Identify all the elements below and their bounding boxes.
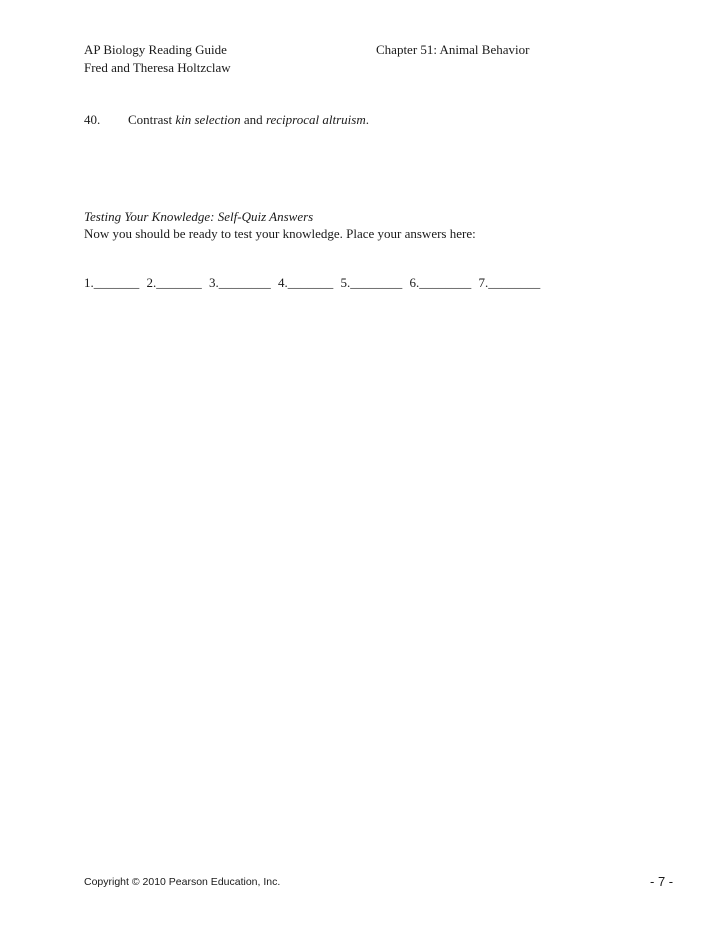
- question-suffix: .: [365, 112, 369, 127]
- answer-blank-2[interactable]: 2._______: [146, 275, 202, 290]
- copyright-notice: Copyright © 2010 Pearson Education, Inc.: [84, 876, 281, 888]
- answer-blank-4[interactable]: 4._______: [278, 275, 334, 290]
- answer-blank-7[interactable]: 7.________: [478, 275, 541, 290]
- question-text: [128, 112, 369, 128]
- authors: Fred and Theresa Holtzclaw: [84, 60, 231, 75]
- answer-blank-6[interactable]: 6.________: [409, 275, 472, 290]
- chapter-title: Chapter 51: Animal Behavior: [376, 42, 530, 57]
- question-prefix: Contrast: [128, 112, 176, 127]
- question-number: 40.: [84, 112, 101, 127]
- question-middle: and: [240, 112, 266, 127]
- answer-blank-5[interactable]: 5.________: [340, 275, 403, 290]
- question-term-reciprocal-altruism: reciprocal altruism: [265, 112, 366, 127]
- answer-blank-3[interactable]: 3.________: [209, 275, 271, 290]
- answer-blank-1[interactable]: 1._______: [84, 275, 140, 290]
- page-number: - 7 -: [650, 874, 674, 889]
- question-term-kin-selection: kin selection: [175, 112, 241, 127]
- course-title: AP Biology Reading Guide: [84, 42, 227, 57]
- self-quiz-title: Testing Your Knowledge: Self-Quiz Answers: [84, 209, 314, 224]
- answer-blanks: [84, 275, 544, 291]
- self-quiz-intro: Now you should be ready to test your knowledge. Place your answers here:: [84, 226, 476, 241]
